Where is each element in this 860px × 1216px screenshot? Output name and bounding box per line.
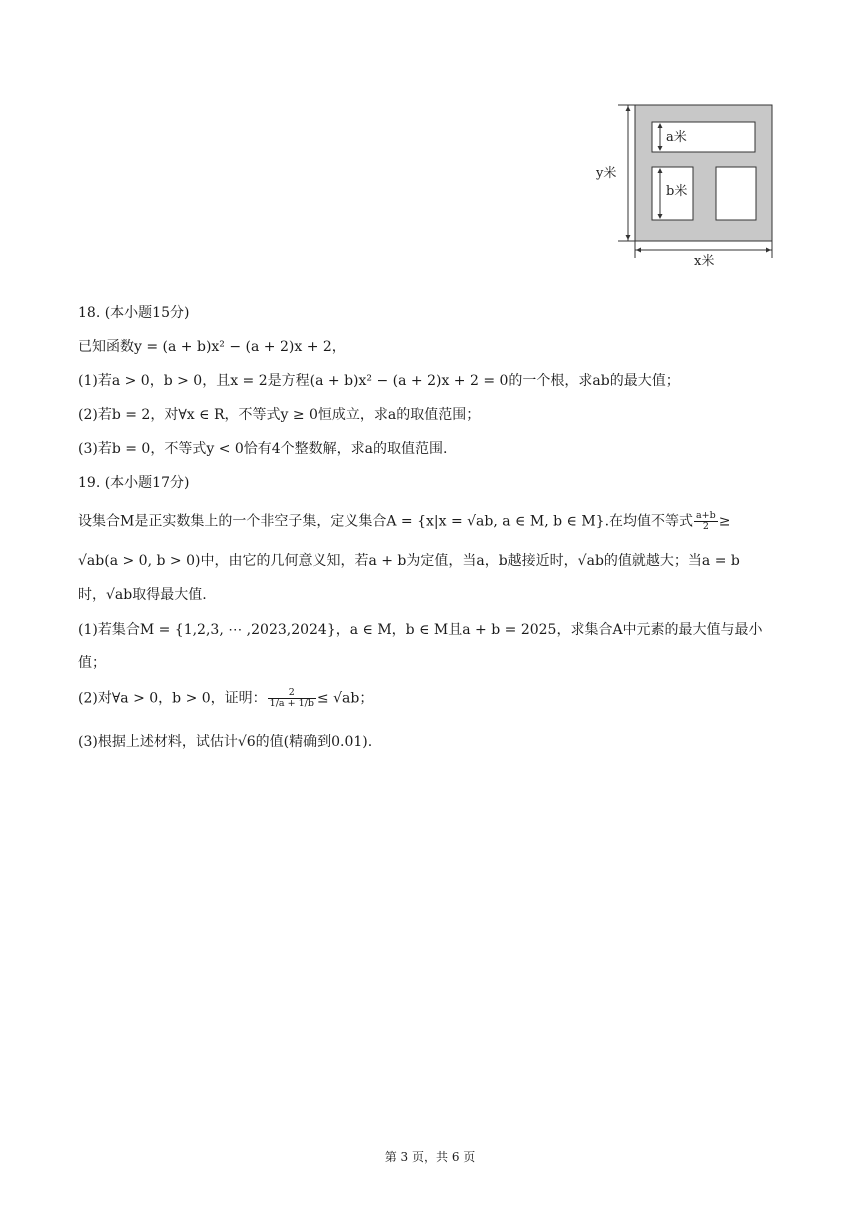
label-x: x米 bbox=[694, 254, 715, 269]
q19-part2-tail: ≤ √ab； bbox=[316, 690, 374, 707]
fraction-mean bbox=[694, 511, 718, 532]
fraction-denominator: 1/a + 1/b bbox=[269, 698, 314, 709]
q19-line3: 时，√ab取得最大值. bbox=[78, 587, 207, 603]
garden-figure bbox=[590, 95, 790, 270]
q18-part1: (1)若a > 0，b > 0，且x = 2是方程(a + b)x² − (a + 2)x + 2 = 0的一个根，求ab的最大值； bbox=[78, 373, 680, 389]
fraction-numerator: 2 bbox=[268, 688, 316, 699]
q18-stem: 已知函数y = (a + b)x² − (a + 2)x + 2， bbox=[78, 339, 346, 355]
q18-part2: (2)若b = 2，对∀x ∈ R，不等式y ≥ 0恒成立，求a的取值范围； bbox=[78, 407, 481, 423]
q19-line2: √ab(a > 0, b > 0)中，由它的几何意义知，若a + b为定值，当a，b越接近时，√ab的值就越大；当a = b bbox=[78, 553, 740, 569]
label-y: y米 bbox=[596, 166, 617, 181]
fraction-denominator: 2 bbox=[702, 521, 709, 532]
page-footer: 第 3 页，共 6 页 bbox=[384, 1150, 476, 1164]
label-a: a米 bbox=[666, 130, 687, 145]
q19-line1-text: 设集合M是正实数集上的一个非空子集，定义集合A = {x|x = √ab, a ∈ M, b ∈ M}.在均值不等式 bbox=[78, 513, 694, 530]
fraction-harmonic bbox=[268, 688, 316, 709]
q19-line1-ge: ≥ bbox=[718, 513, 731, 530]
q19-part2 bbox=[78, 688, 373, 709]
q19-part3: (3)根据上述材料，试估计√6的值(精确到0.01). bbox=[78, 734, 373, 750]
label-b: b米 bbox=[666, 184, 688, 199]
q19-part1b: 值； bbox=[78, 655, 106, 671]
q18-header: 18. (本小题15分) bbox=[78, 305, 190, 321]
bottom-right-rectangle bbox=[716, 167, 756, 220]
q19-part2-text: (2)对∀a > 0，b > 0，证明： bbox=[78, 690, 267, 707]
q19-part1a: (1)若集合M = {1,2,3, ⋯ ,2023,2024}，a ∈ M，b ∈ M且a + b = 2025，求集合A中元素的最大值与最小 bbox=[78, 622, 763, 638]
q18-part3: (3)若b = 0，不等式y < 0恰有4个整数解，求a的取值范围. bbox=[78, 441, 448, 457]
q19-header: 19. (本小题17分) bbox=[78, 475, 190, 491]
q19-line1 bbox=[78, 511, 730, 532]
fraction-numerator: a+b bbox=[696, 510, 716, 521]
